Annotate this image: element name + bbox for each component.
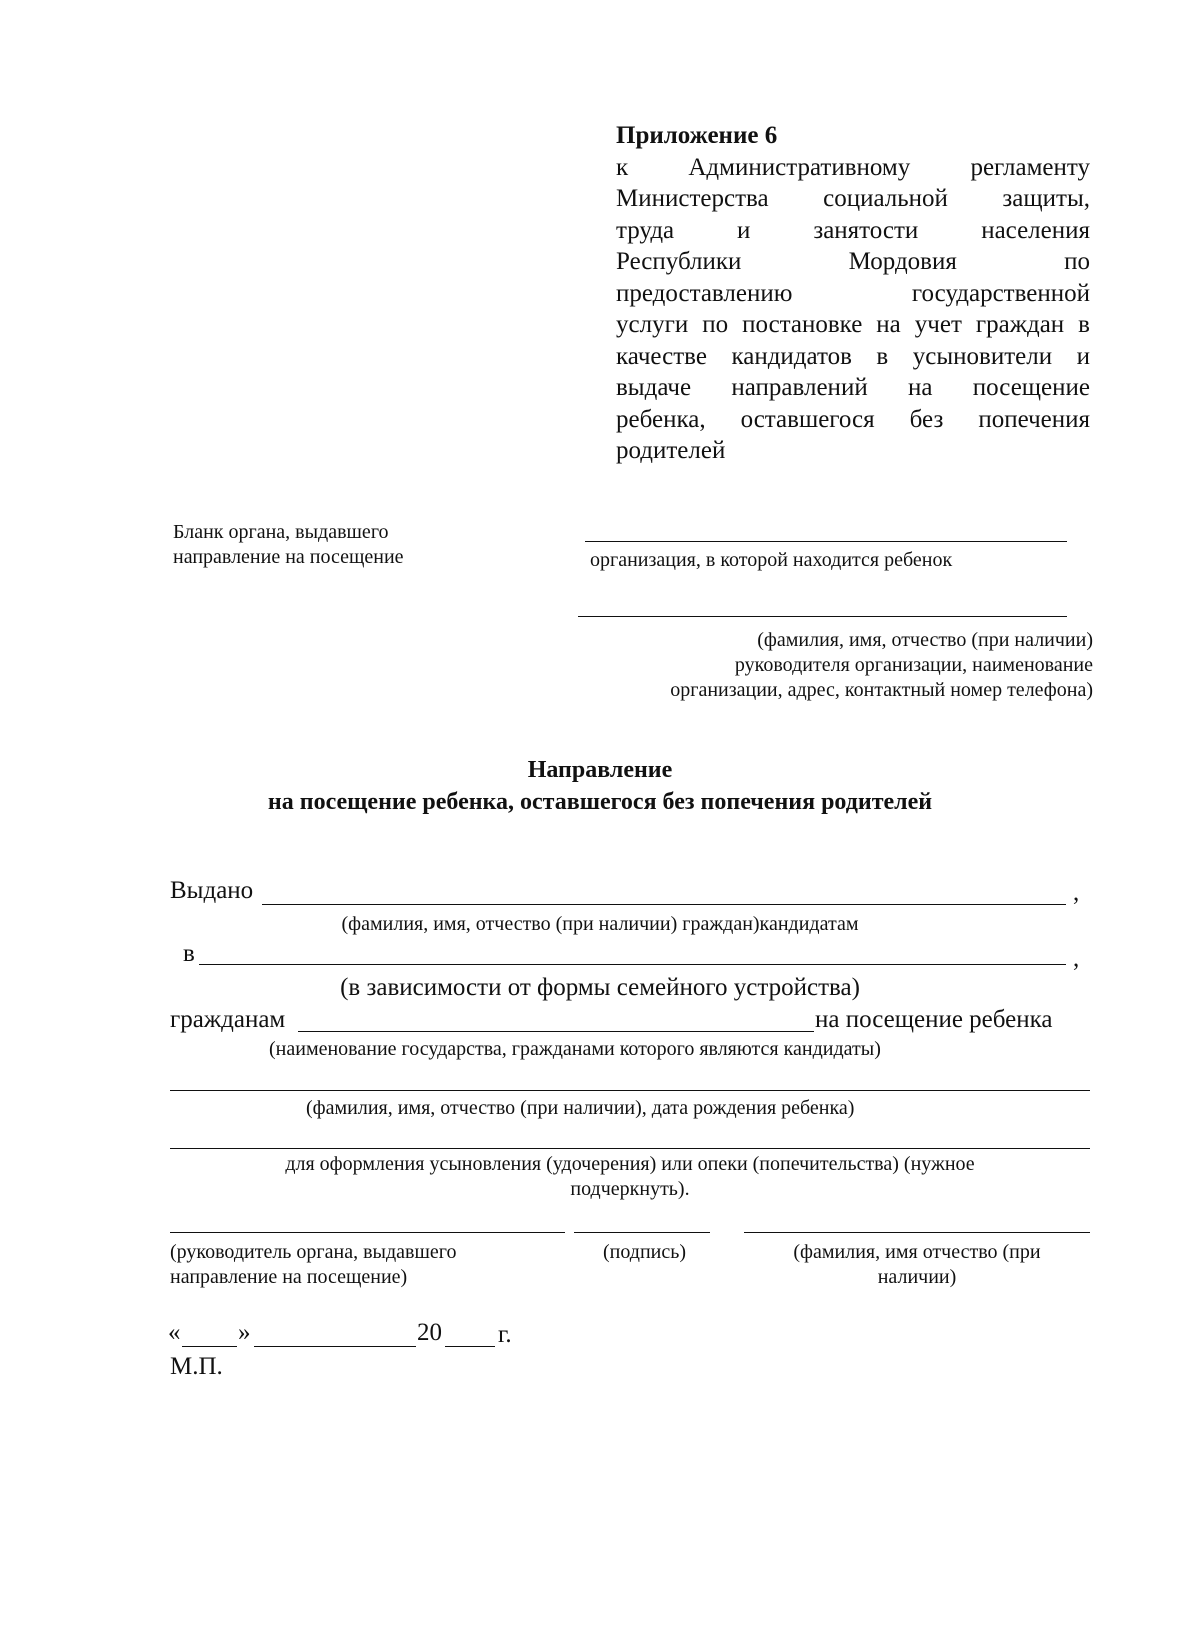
head-caption xyxy=(170,1240,456,1290)
date-day-field[interactable] xyxy=(182,1346,237,1347)
child-info-field[interactable] xyxy=(170,1090,1090,1091)
appendix-line: предоставлению государственной xyxy=(616,279,1090,307)
child-info-caption: (фамилия, имя, отчество (при наличии), дата рождения ребенка) xyxy=(306,1097,855,1119)
caption-line: направление на посещение) xyxy=(170,1266,408,1288)
stamp-place: М.П. xyxy=(170,1353,223,1380)
appendix-line: Республики Мордовия по xyxy=(616,248,1090,275)
caption-line: руководителя организации, наименование xyxy=(734,654,1093,676)
issued-caption: (фамилия, имя, отчество (при наличии) граждан)кандидатам xyxy=(341,913,859,935)
date-year-field[interactable] xyxy=(445,1346,495,1347)
appendix-line: ребенка, оставшегося без попечения xyxy=(616,405,1090,433)
document-title-line2: на посещение ребенка, оставшегося без попечения родителей xyxy=(267,789,933,815)
appendix-line: выдаче направлений на посещение xyxy=(616,374,1090,401)
caption-line: (фамилия, имя отчество (при xyxy=(793,1241,1041,1263)
head-of-organization-line[interactable] xyxy=(578,616,1067,617)
appendix-line: к Административному регламенту xyxy=(616,153,1090,181)
appendix-line: родителей xyxy=(616,437,726,464)
purpose-line: для оформления усыновления (удочерения) или опеки (попечительства) (нужное xyxy=(285,1153,975,1175)
extra-field[interactable] xyxy=(170,1148,1090,1149)
signature-line[interactable] xyxy=(574,1232,710,1233)
comma: , xyxy=(1073,945,1080,972)
purpose-line: подчеркнуть). xyxy=(570,1178,690,1200)
issuer-blank-label xyxy=(173,520,404,570)
purpose-text xyxy=(0,1152,1200,1202)
in-label: в xyxy=(183,940,195,967)
appendix-line: качестве кандидатов в усыновители и xyxy=(616,342,1090,370)
citizenship-caption: (наименование государства, гражданами которого являются кандидаты) xyxy=(269,1038,881,1060)
citizenship-field[interactable] xyxy=(298,1031,814,1032)
name-caption xyxy=(742,1240,1092,1290)
issued-to-field[interactable] xyxy=(262,904,1066,905)
placement-form-caption: (в зависимости от формы семейного устройства) xyxy=(340,974,860,1001)
caption-line: наличии) xyxy=(877,1266,957,1288)
issuer-blank-line: Бланк органа, выдавшего xyxy=(173,521,389,543)
date-close-quote: » xyxy=(238,1319,251,1346)
caption-line: организации, адрес, контактный номер телефона) xyxy=(670,679,1093,701)
document-title xyxy=(0,754,1200,818)
comma: , xyxy=(1073,879,1080,906)
name-signature-line[interactable] xyxy=(744,1232,1090,1233)
appendix-title: Приложение 6 xyxy=(616,122,778,149)
caption-line: (руководитель органа, выдавшего xyxy=(170,1241,457,1263)
appendix-line: труда и занятости населения xyxy=(616,216,1090,244)
visit-label: на посещение ребенка xyxy=(815,1006,1053,1033)
placement-form-field[interactable] xyxy=(199,964,1066,965)
appendix-line: Министерства социальной защиты, xyxy=(616,185,1090,212)
issued-label: Выдано xyxy=(170,877,254,904)
date-year-prefix: 20 xyxy=(417,1319,442,1346)
head-signature-line[interactable] xyxy=(170,1232,565,1233)
caption-line: (фамилия, имя, отчество (при наличии) xyxy=(757,629,1093,651)
document-title-line1: Направление xyxy=(527,757,673,783)
organization-line[interactable] xyxy=(585,541,1067,542)
citizens-label: гражданам xyxy=(170,1006,286,1033)
organization-caption: организация, в которой находится ребенок xyxy=(590,549,953,571)
date-year-suffix: г. xyxy=(498,1321,512,1348)
date-open-quote: « xyxy=(168,1319,181,1346)
date-month-field[interactable] xyxy=(254,1346,416,1347)
sign-caption: (подпись) xyxy=(603,1241,687,1263)
issuer-blank-line: направление на посещение xyxy=(173,546,404,568)
appendix-line: услуги по постановке на учет граждан в xyxy=(616,311,1090,338)
head-of-organization-caption xyxy=(560,628,1093,703)
appendix-block xyxy=(616,120,1090,467)
